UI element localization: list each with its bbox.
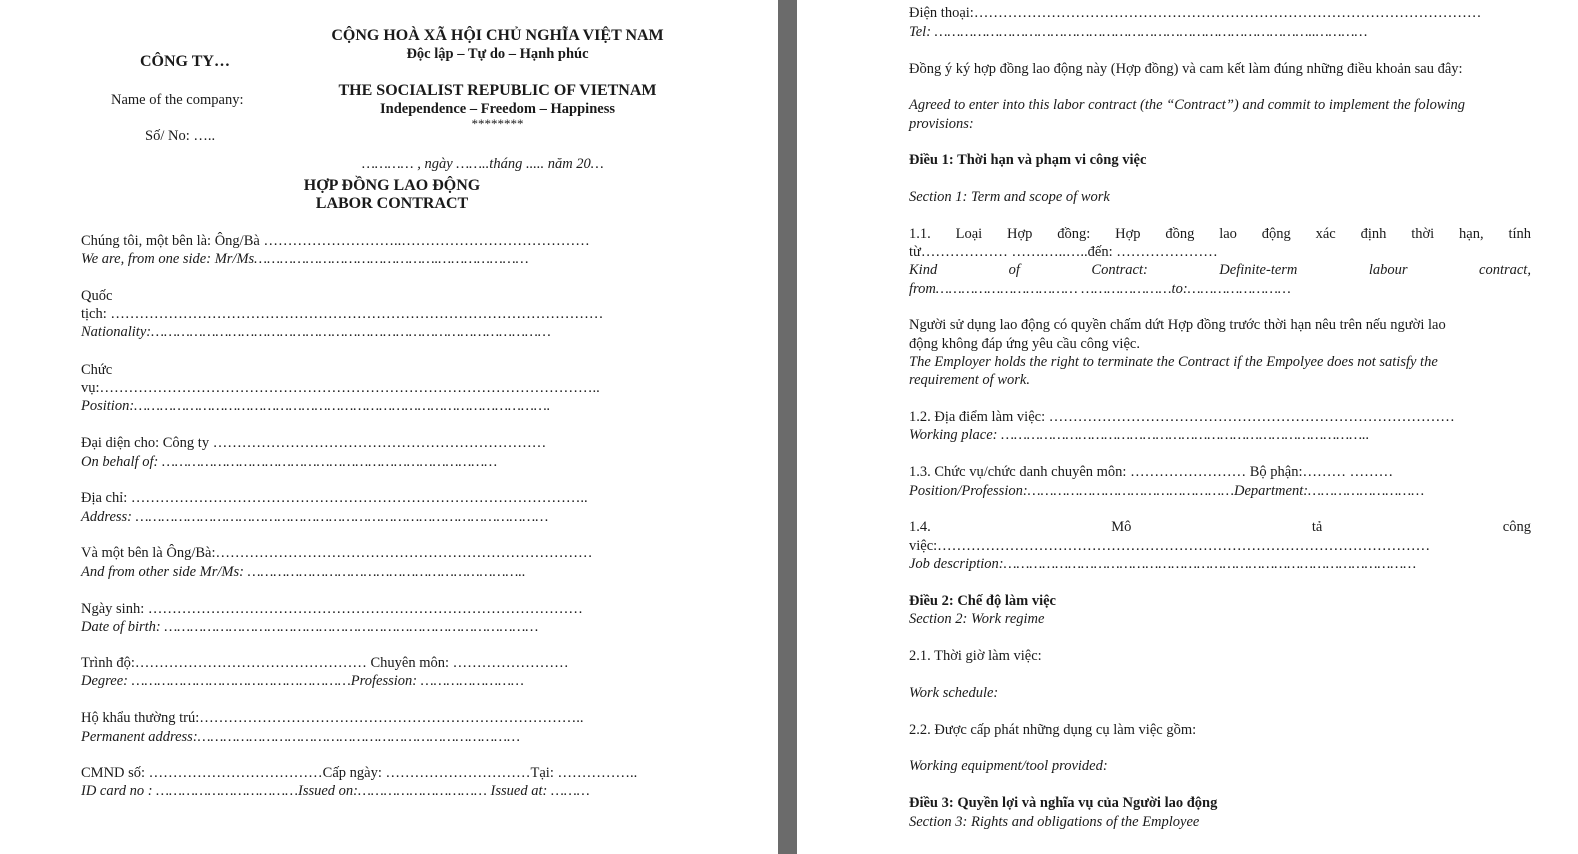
page-gap-divider — [778, 0, 797, 854]
clause-1-1-en: Kind of Contract: Definite-term labour contract, — [909, 262, 1531, 278]
other-party-field-vn: Và một bên là Ông/Bà:…………………………………………………………………… — [81, 545, 593, 561]
party-field-vn: Chúng tôi, một bên là: Ông/Bà ………………………..………………………………… — [81, 233, 590, 249]
document-page-left — [0, 0, 778, 854]
other-party-field-en: And from other side Mr/Ms: ……………………………………………………….. — [81, 564, 526, 580]
address-field-en: Address: …………………………………………………………………………………… — [81, 509, 549, 525]
agreement-text-vn: Đồng ý ký hợp đồng lao động này (Hợp đồng) và cam kết làm đúng những điều khoản sau đây: — [909, 61, 1463, 77]
address-field-vn: Địa chỉ: ………………………………………………………………………………….. — [81, 490, 588, 506]
company-heading: CÔNG TY… — [140, 53, 230, 70]
clause-2-2-vn: 2.2. Được cấp phát những dụng cụ làm việc gồm: — [909, 722, 1197, 738]
company-name-label: Name of the company: — [111, 92, 244, 108]
agreement-text-en-1: Agreed to enter into this labor contract (the “Contract”) and commit to implement the folowing — [909, 97, 1466, 113]
degree-field-en: Degree: ……………………………………………Profession: …………………… — [81, 673, 524, 689]
nationality-label-vn: Quốc — [81, 288, 113, 304]
clause-1-4-en: Job description:…………………………………………………………………………………… — [909, 556, 1417, 572]
section-1-title-en: Section 1: Term and scope of work — [909, 189, 1110, 205]
clause-2-1-en: Work schedule: — [909, 685, 999, 701]
country-name-en: THE SOCIALIST REPUBLIC OF VIETNAM — [338, 82, 657, 99]
section-3-title-vn: Điều 3: Quyền lợi và nghĩa vụ của Người lao động — [909, 795, 1218, 811]
nationality-field-en: Nationality:………………………………………………………………………………… — [81, 324, 551, 340]
country-name-vn: CỘNG HOÀ XÃ HỘI CHỦ NGHĨA VIỆT NAM — [331, 27, 664, 44]
section-2-title-vn: Điều 2: Chế độ làm việc — [909, 593, 1056, 609]
document-page-right — [797, 0, 1578, 854]
residence-field-en: Permanent address:………………………………………………………………… — [81, 729, 520, 745]
motto-en: Independence – Freedom – Happiness — [380, 101, 615, 117]
party-field-en: We are, from one side: Mr/Ms…………………………………….………………… — [81, 251, 529, 267]
section-3-title-en: Section 3: Rights and obligations of the Employee — [909, 814, 1200, 830]
clause-1-3-en: Position/Profession:…………………………………………Department:……………………… — [909, 483, 1425, 499]
position-field-en: Position:……………………………………………………………………………………. — [81, 398, 551, 414]
degree-field-vn: Trình độ:………………………………………… Chuyên môn: …………………… — [81, 655, 569, 671]
clause-1-3-vn: 1.3. Chức vụ/chức danh chuyên môn: …………………… Bộ phận:……… ……… — [909, 464, 1394, 480]
phone-field-en: Tel: ……………………………………………………………………………..………… — [909, 24, 1368, 40]
clause-2-2-en: Working equipment/tool provided: — [909, 758, 1108, 774]
clause-2-1-vn: 2.1. Thời giờ làm việc: — [909, 648, 1042, 664]
clause-1-2-vn: 1.2. Địa điểm làm việc: ………………………………………………………………………… — [909, 409, 1455, 425]
section-1-title-vn: Điều 1: Thời hạn và phạm vi công việc — [909, 152, 1147, 168]
clause-1-4-vn-field: việc:………………………………………………………………………………………… — [909, 538, 1431, 554]
terminate-text-vn-1: Người sử dụng lao động có quyền chấm dứt Hợp đồng trước thời hạn nêu trên nếu người lao — [909, 317, 1446, 333]
id-card-field-en: ID card no : ……………………………Issued on:………………………… Issued at: ……… — [81, 783, 590, 799]
clause-1-1-vn-dates: từ……………… …….…..…..đến: ………………… — [909, 244, 1218, 260]
terminate-text-vn-2: động không đáp ứng yêu cầu công việc. — [909, 336, 1140, 352]
residence-field-vn: Hộ khẩu thường trú:…………………………………………………………………….. — [81, 710, 584, 726]
nationality-field-vn: tịch: ………………………………………………………………………………………… — [81, 306, 604, 322]
document-number: Số/ No: ….. — [145, 128, 216, 144]
date-line: ………… , ngày ……..tháng ..... năm 20… — [362, 156, 604, 172]
id-card-field-vn: CMND số: ………………………………Cấp ngày: …………………………Tại: …………….. — [81, 765, 638, 781]
clause-1-1-vn: 1.1. Loại Hợp đồng: Hợp đồng lao động xác định thời hạn, tính — [909, 226, 1531, 242]
position-label-vn: Chức — [81, 362, 113, 378]
agreement-text-en-2: provisions: — [909, 116, 974, 132]
dob-field-vn: Ngày sinh: ……………………………………………………………………………… — [81, 601, 583, 617]
decorative-stars: ******** — [471, 116, 524, 131]
position-field-vn: vụ:………………………………………………………………………………………….. — [81, 380, 600, 396]
motto-vn: Độc lập – Tự do – Hạnh phúc — [406, 46, 589, 62]
dob-field-en: Date of birth: …………………………………………………………………………… — [81, 619, 539, 635]
contract-title-en: LABOR CONTRACT — [315, 195, 469, 212]
clause-1-1-en-dates: from…………………………… …………………to:…………………… — [909, 281, 1291, 297]
section-2-title-en: Section 2: Work regime — [909, 611, 1045, 627]
clause-1-4-vn: 1.4. Mô tả công — [909, 519, 1531, 535]
phone-field-vn: Điện thoại:…………………………………………………………………………………………… — [909, 5, 1482, 21]
terminate-text-en-2: requirement of work. — [909, 372, 1030, 388]
behalf-field-en: On behalf of: …………………………………………………………………… — [81, 454, 498, 470]
contract-title-vn: HỢP ĐỒNG LAO ĐỘNG — [303, 177, 481, 194]
clause-1-2-en: Working place: ………………………………………………………………………….. — [909, 427, 1370, 443]
terminate-text-en-1: The Employer holds the right to terminate the Contract if the Empolyee does not satisfy the — [909, 354, 1438, 370]
behalf-field-vn: Đại diện cho: Công ty …………………………………………………………… — [81, 435, 547, 451]
